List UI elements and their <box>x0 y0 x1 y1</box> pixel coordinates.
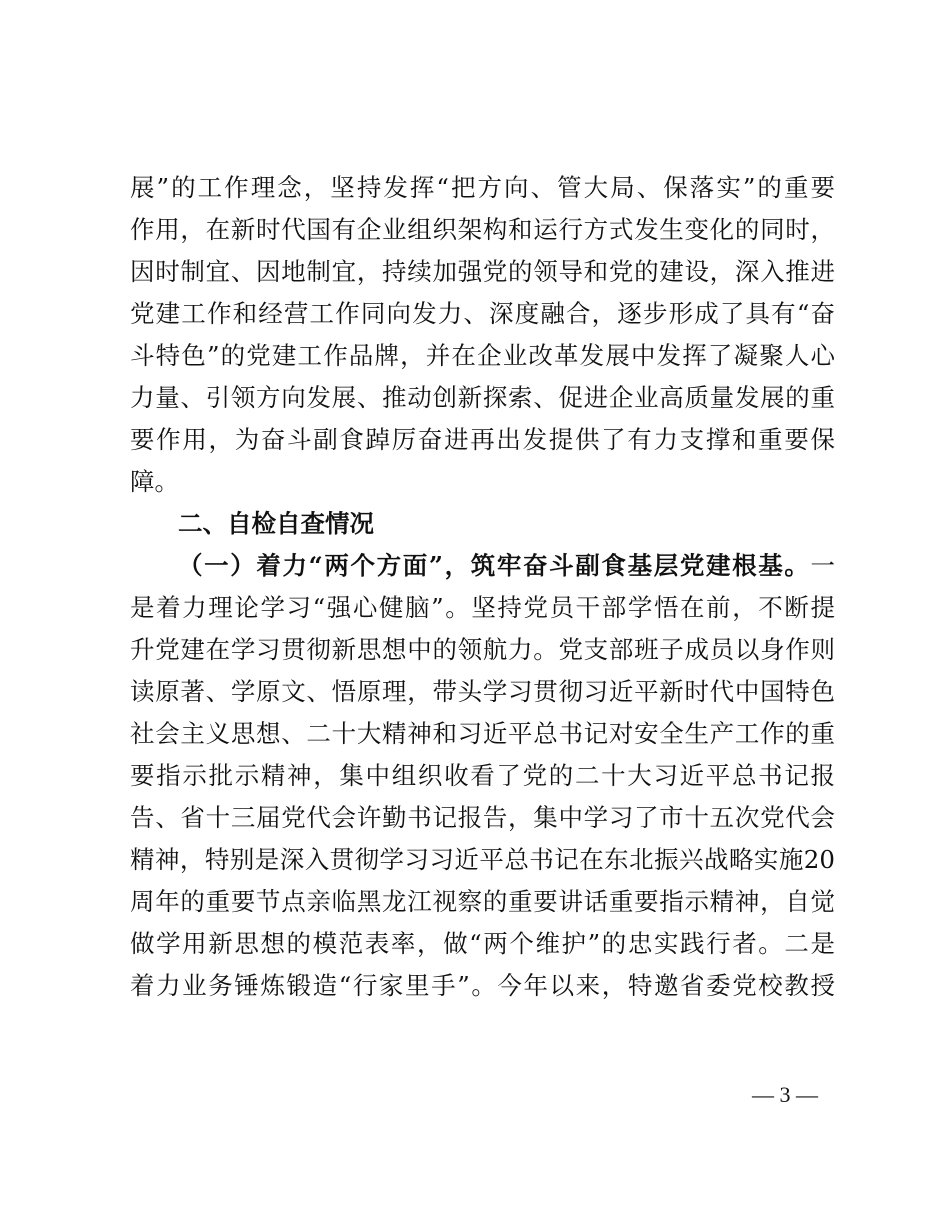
subsection-first-line <box>178 546 835 586</box>
paragraph-line: 周年的重要节点亲临黑龙江视察的重要讲话重要指示精神，自觉 <box>130 887 835 916</box>
paragraph-line: 斗特色”的党建工作品牌，并在企业改革发展中发挥了凝聚人心 <box>130 341 835 370</box>
paragraph-line: 要作用，为奋斗副食踔厉奋进再出发提供了有力支撑和重要保 <box>130 425 835 454</box>
paragraph-line: 读原著、学原文、悟原理，带头学习贯彻习近平新时代中国特色 <box>130 677 835 706</box>
paragraph-line: 升党建在学习贯彻新思想中的领航力。党支部班子成员以身作则 <box>130 635 835 664</box>
paragraph-line: 做学用新思想的模范表率，做“两个维护”的忠实践行者。二是 <box>130 929 835 958</box>
paragraph-line: 作用，在新时代国有企业组织架构和运行方式发生变化的同时， <box>130 215 835 244</box>
page-number: — 3 — <box>752 1082 818 1107</box>
paragraph-line: 社会主义思想、二十大精神和习近平总书记对安全生产工作的重 <box>130 719 835 748</box>
subsection-title: （一）着力“两个方面”，筑牢奋斗副食基层党建根基。 <box>178 551 811 580</box>
paragraph-line: 力量、引领方向发展、推动创新探索、促进企业高质量发展的重 <box>130 383 835 412</box>
paragraph-line: 展”的工作理念，坚持发挥“把方向、管大局、保落实”的重要 <box>130 173 835 202</box>
paragraph-line: 精神，特别是深入贯彻学习习近平总书记在东北振兴战略实施20 <box>130 845 835 874</box>
subsection-first-line-rest: 一 <box>810 551 835 580</box>
paragraph-line: 因时制宜、因地制宜，持续加强党的领导和党的建设，深入推进 <box>130 257 835 286</box>
paragraph-line: 要指示批示精神，集中组织收看了党的二十大习近平总书记报 <box>130 761 835 790</box>
paragraph-line: 是着力理论学习“强心健脑”。坚持党员干部学悟在前，不断提 <box>130 593 835 622</box>
paragraph-line: 着力业务锤炼锻造“行家里手”。今年以来，特邀省委党校教授 <box>130 971 835 1000</box>
paragraph-line: 障。 <box>130 467 179 496</box>
paragraph-line: 告、省十三届党代会许勤书记报告，集中学习了市十五次党代会 <box>130 803 835 832</box>
paragraph-line: 党建工作和经营工作同向发力、深度融合，逐步形成了具有“奋 <box>130 299 835 328</box>
section-heading: 二、自检自查情况 <box>178 509 374 538</box>
